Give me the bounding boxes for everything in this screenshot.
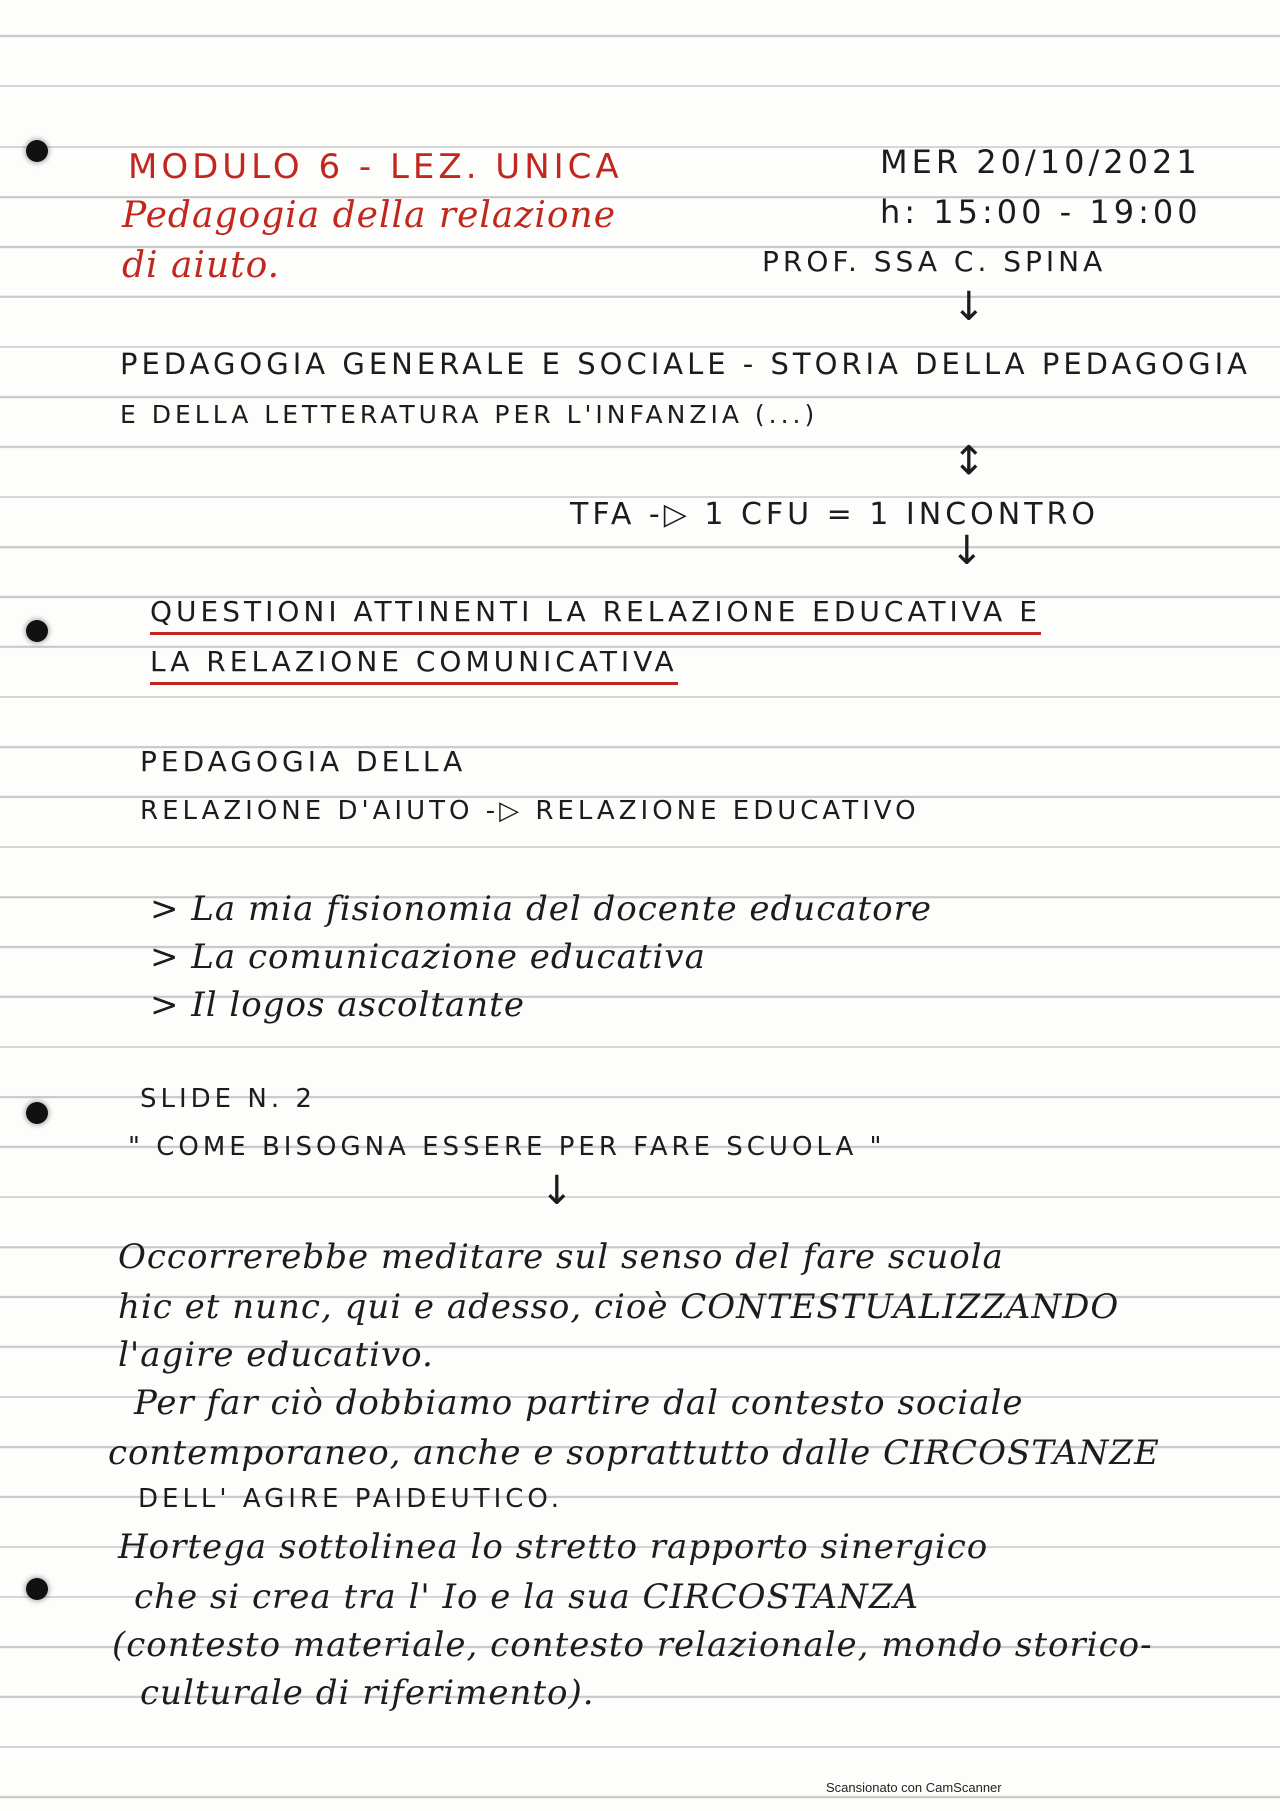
topic-line-1 [150,595,1041,628]
body-line: (contesto materiale, contesto relazionale, mondo storico- [112,1625,1153,1665]
binder-hole-icon [26,1102,48,1124]
body-line: Per far ciò dobbiamo partire dal contesto sociale [134,1383,1024,1423]
body-line: che si crea tra l' Io e la sua CIRCOSTANZA [134,1577,920,1617]
bullet-item: > La mia fisionomia del docente educatore [150,889,933,929]
topic-line-2 [150,645,678,678]
body-line: hic et nunc, qui e adesso, cioè CONTESTUALIZZANDO [118,1287,1120,1327]
scanner-footer: Scansionato con CamScanner [826,1780,1002,1795]
body-line: Hortega sottolinea lo stretto rapporto sinergico [118,1527,989,1567]
body-line: l'agire educativo. [118,1335,434,1375]
slide-quote: " COME BISOGNA ESSERE PER FARE SCUOLA " [128,1132,886,1162]
subtitle-line-1: Pedagogia della relazione [122,195,617,236]
module-title: MODULO 6 - LEZ. UNICA [128,147,623,187]
topic-line-1-text: QUESTIONI ATTINENTI LA RELAZIONE EDUCATIVA E [150,595,1041,635]
time-line: h: 15:00 - 19:00 [880,193,1202,231]
subtitle-line-2: di aiuto. [122,245,281,286]
pedagogia-line-2: RELAZIONE D'AIUTO -▷ RELAZIONE EDUCATIVO [140,796,920,826]
down-arrow-icon: ↓ [540,1168,574,1214]
intro-line-1: PEDAGOGIA GENERALE E SOCIALE - STORIA DELLA PEDAGOGIA [120,347,1251,381]
body-line: Occorrerebbe meditare sul senso del fare scuola [118,1237,1004,1277]
pedagogia-line-1: PEDAGOGIA DELLA [140,745,467,778]
bullet-item: > Il logos ascoltante [150,985,525,1025]
binder-hole-icon [26,1578,48,1600]
bullet-item: > La comunicazione educativa [150,937,706,977]
slide-label: SLIDE N. 2 [140,1084,316,1114]
double-arrow-icon: ↕ [952,438,986,484]
binder-hole-icon [26,140,48,162]
body-line: culturale di riferimento). [140,1673,595,1713]
down-arrow-icon: ↓ [952,284,986,330]
teacher-line: PROF. SSA C. SPINA [762,245,1107,278]
topic-line-2-text: LA RELAZIONE COMUNICATIVA [150,645,678,685]
tfa-line: TFA -▷ 1 CFU = 1 INCONTRO [570,497,1100,532]
binder-hole-icon [26,620,48,642]
date-line: MER 20/10/2021 [880,143,1201,181]
down-arrow-icon: ↓ [950,528,984,574]
intro-line-2: E DELLA LETTERATURA PER L'INFANZIA (...) [120,400,819,429]
body-line: DELL' AGIRE PAIDEUTICO. [138,1484,564,1514]
body-line: contemporaneo, anche e soprattutto dalle CIRCOSTANZE [108,1433,1160,1473]
